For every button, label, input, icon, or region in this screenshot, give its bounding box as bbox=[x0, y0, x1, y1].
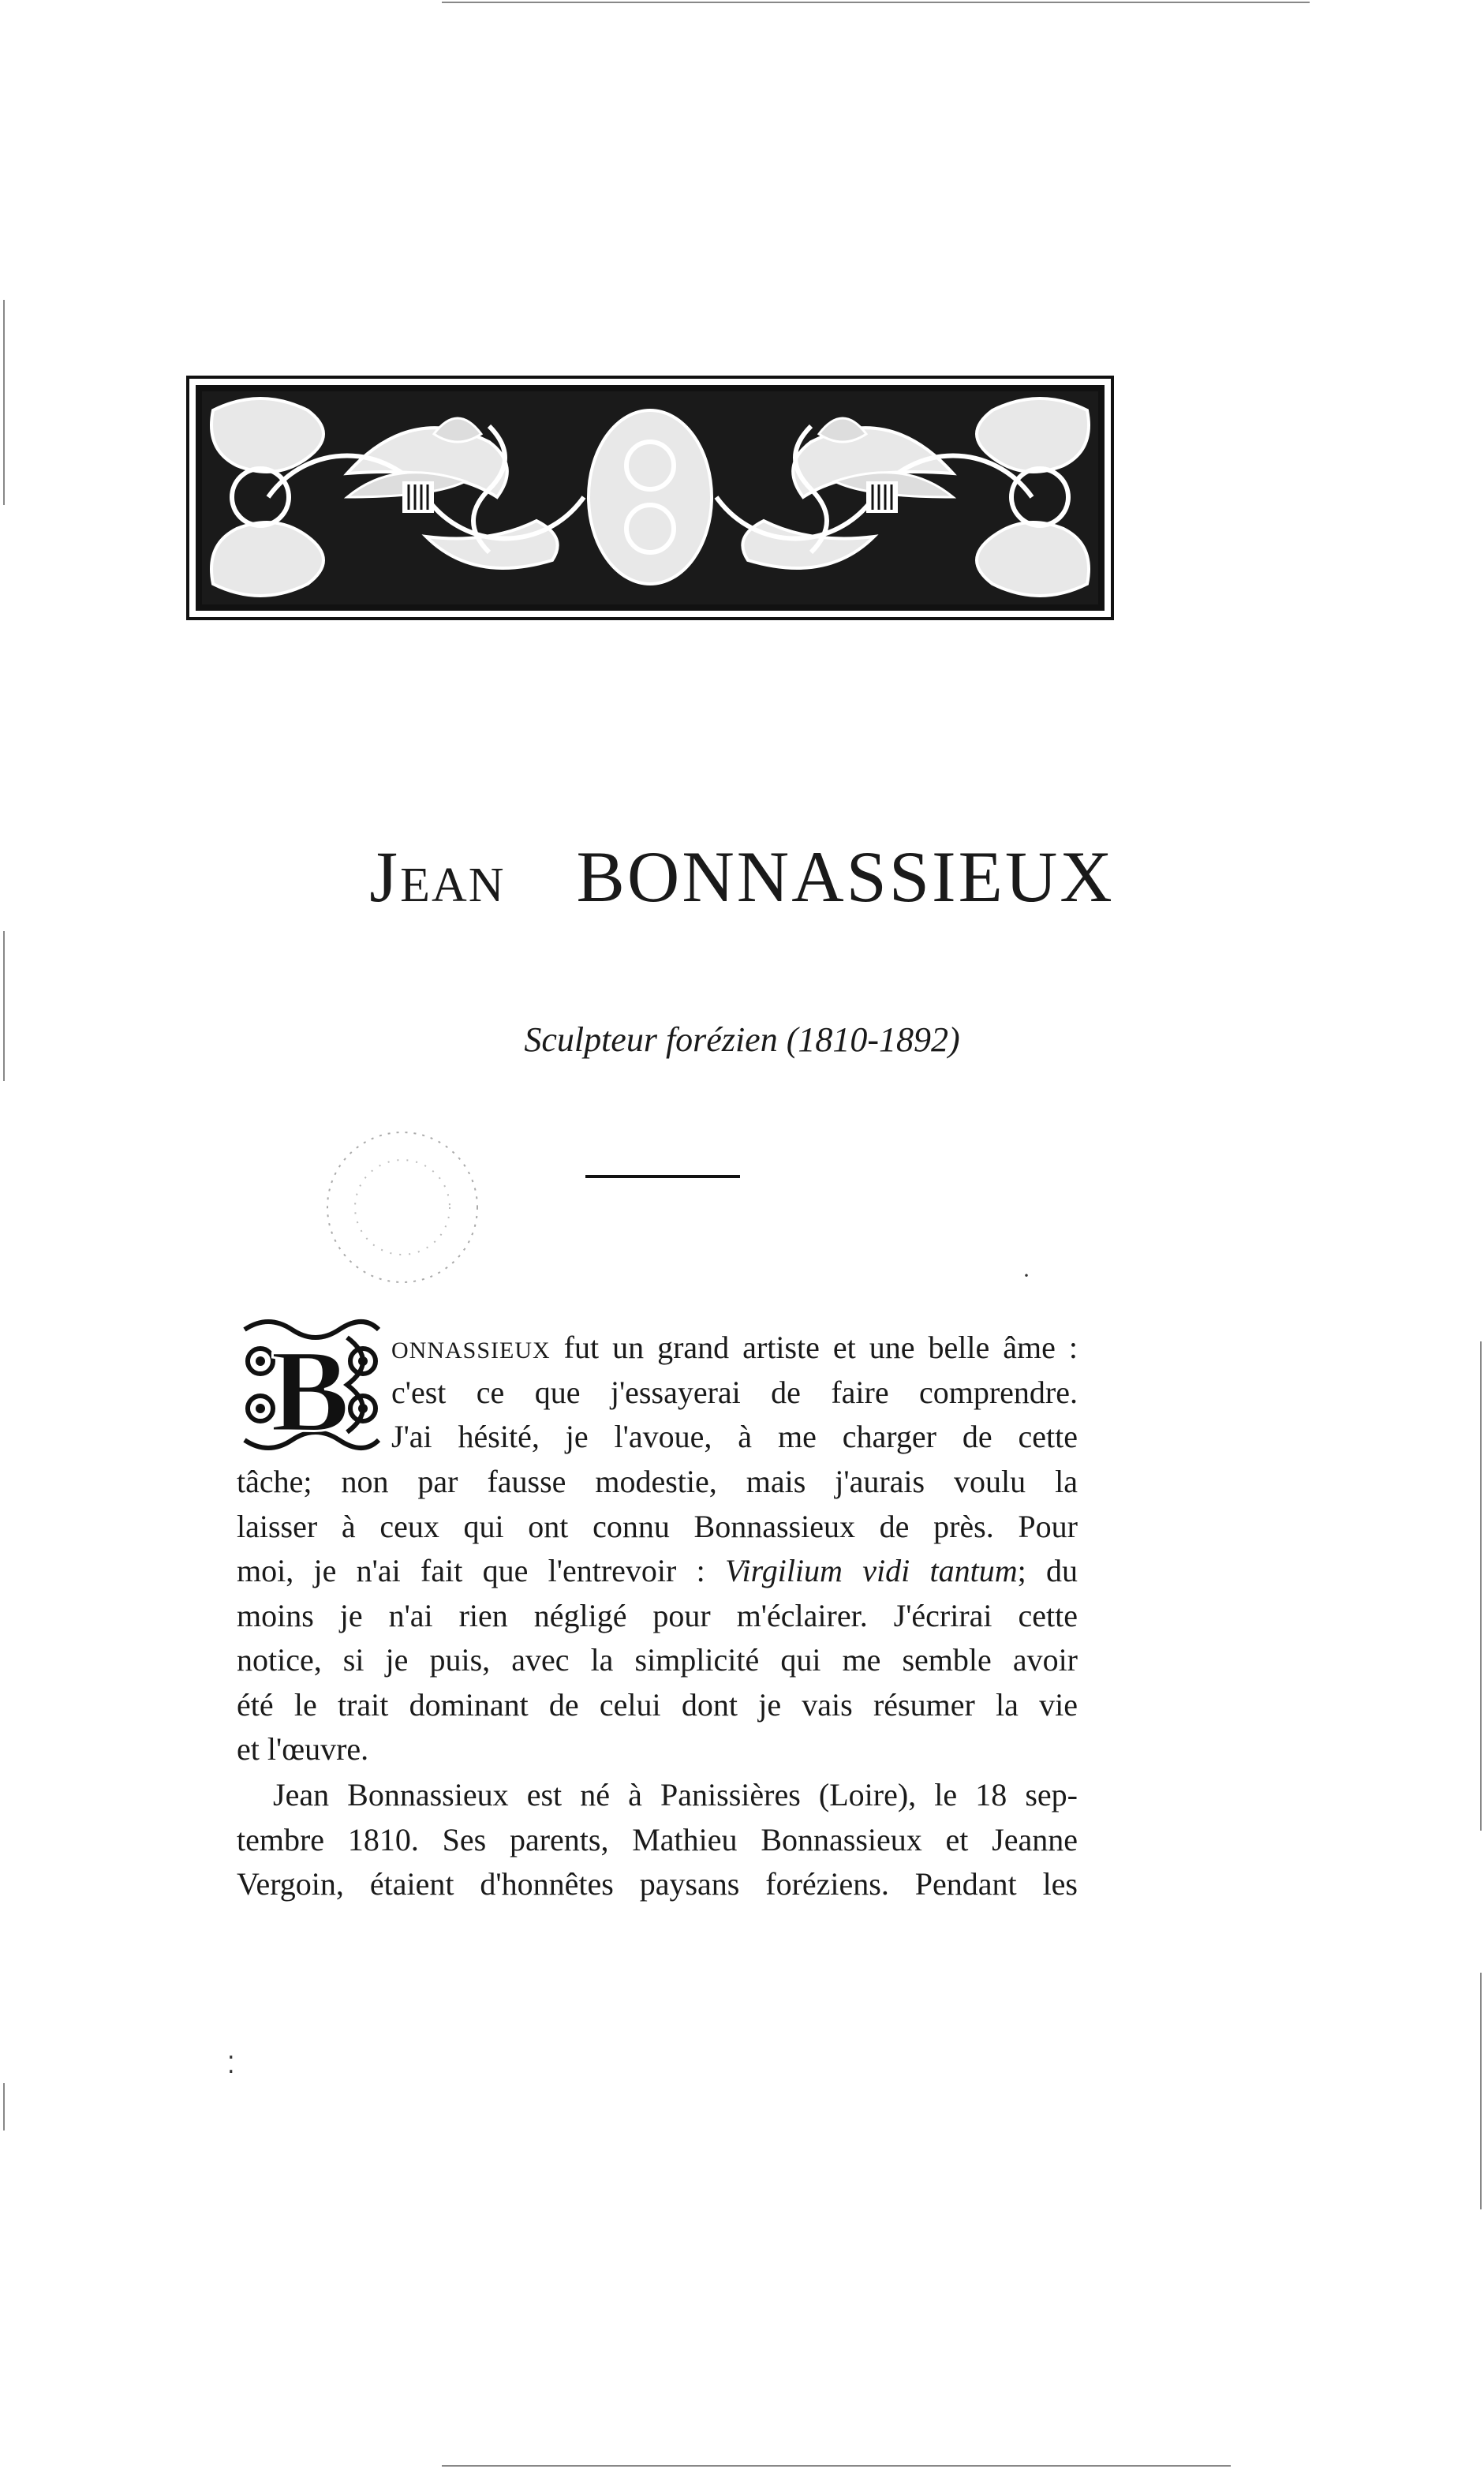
line-part: ; du bbox=[1017, 1553, 1078, 1588]
library-stamp-icon bbox=[316, 1120, 489, 1294]
text-line: tâche; non par fausse modestie, mais j'aurais voulu la bbox=[237, 1464, 1078, 1499]
line-part: moi, je n'ai fait que l'entrevoir : bbox=[237, 1553, 726, 1588]
title-first-rest: EAN bbox=[400, 859, 506, 912]
paragraph-1-body bbox=[237, 1460, 1078, 1772]
ornamental-headpiece-icon bbox=[189, 379, 1111, 617]
text-line: c'est ce que j'essayerai de faire comprendre. bbox=[391, 1374, 1078, 1410]
stray-ink-mark: ⁚ bbox=[227, 2052, 235, 2078]
text-line: Jean Bonnassieux est né à Panissières (Loire), le 18 sep- bbox=[273, 1777, 1078, 1812]
scan-edge-right-lower bbox=[1480, 1973, 1482, 2209]
text-line: laisser à ceux qui ont connu Bonnassieux de près. Pour bbox=[237, 1508, 1078, 1544]
stray-ink-mark: · bbox=[1022, 1263, 1030, 1289]
text-line: et l'œuvre. bbox=[237, 1731, 369, 1767]
page-subtitle: Sculpteur forézien (1810-1892) bbox=[524, 1020, 960, 1059]
text-line: été le trait dominant de celui dont je vais résumer la vie bbox=[237, 1686, 1078, 1723]
text-line bbox=[237, 1549, 1078, 1594]
line-rest: fut un grand artiste et une belle âme : bbox=[550, 1330, 1078, 1365]
scan-edge-right bbox=[1480, 1341, 1482, 1831]
smallcaps-word: ONNASSIEUX bbox=[391, 1337, 551, 1364]
section-divider bbox=[585, 1175, 740, 1178]
text-line: tembre 1810. Ses parents, Mathieu Bonnassieux et Jeanne bbox=[237, 1821, 1078, 1857]
scan-edge-bottom bbox=[442, 2465, 1231, 2467]
ornamental-headpiece bbox=[186, 376, 1114, 620]
latin-quote: Virgilium vidi tantum bbox=[725, 1553, 1018, 1588]
decorated-initial-icon bbox=[237, 1314, 383, 1456]
scan-edge-left bbox=[3, 300, 5, 505]
drop-cap bbox=[237, 1314, 383, 1456]
scan-edge-top bbox=[442, 2, 1310, 3]
text-line bbox=[391, 1326, 1078, 1371]
text-line: notice, si je puis, avec la simplicité qui me semble avoir bbox=[237, 1642, 1078, 1678]
title-last-name: BONNASSIEUX bbox=[576, 836, 1115, 917]
scan-edge-left-bottom bbox=[3, 2083, 5, 2130]
paragraph-1-indented bbox=[391, 1326, 1078, 1460]
text-line: Vergoin, étaient d'honnêtes paysans foréziens. Pendant les bbox=[237, 1866, 1078, 1902]
drop-cap-letter: B bbox=[270, 1326, 350, 1456]
title-first-initial: J bbox=[369, 836, 401, 917]
page-title bbox=[0, 835, 1484, 918]
paragraph-2 bbox=[237, 1773, 1078, 1907]
text-line: moins je n'ai rien négligé pour m'éclairer. J'écrirai cette bbox=[237, 1597, 1078, 1633]
text-line: J'ai hésité, je l'avoue, à me charger de cette bbox=[391, 1419, 1078, 1454]
